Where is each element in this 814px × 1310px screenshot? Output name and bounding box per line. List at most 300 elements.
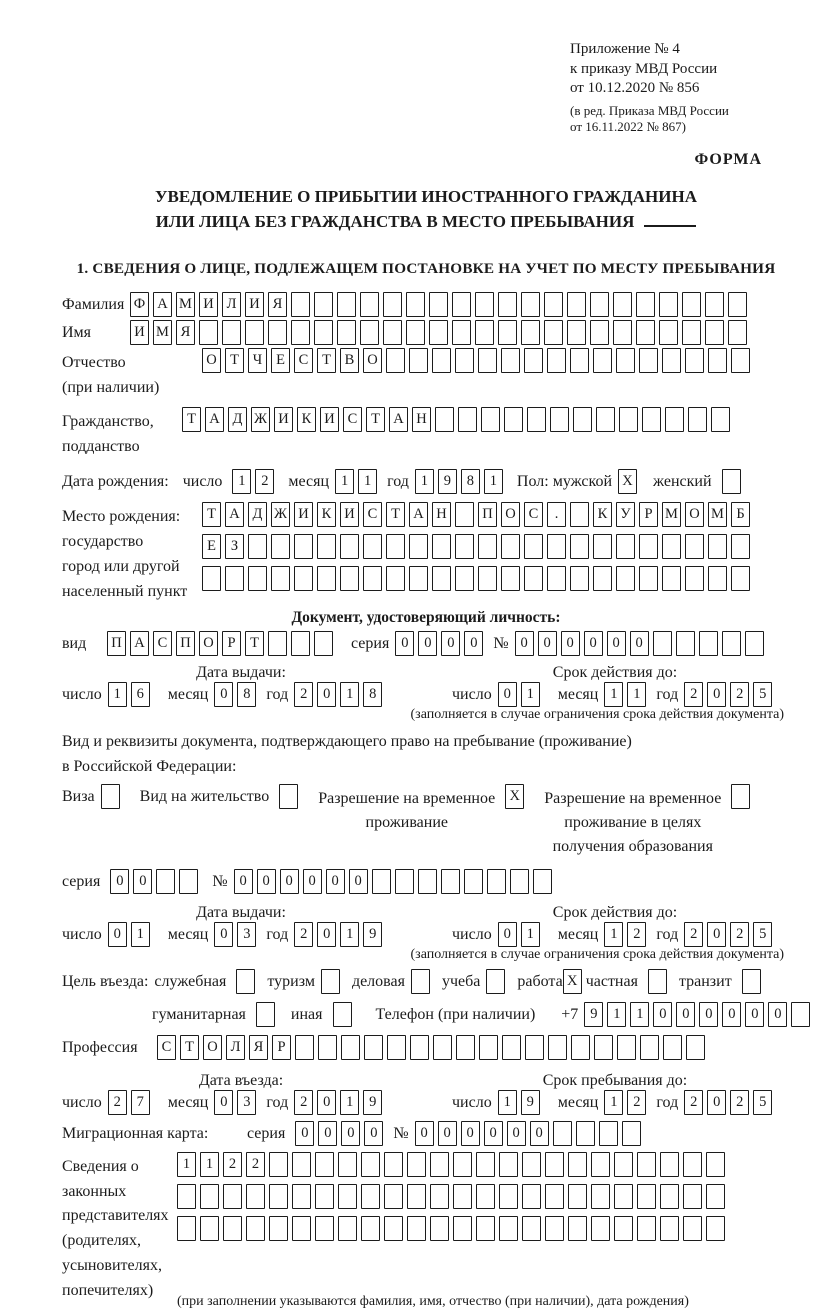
- char-box: [333, 1002, 352, 1027]
- char-box: [452, 320, 471, 345]
- char-box: [156, 869, 175, 894]
- birth-month-boxes: [335, 469, 381, 494]
- char-box: [706, 1216, 725, 1241]
- char-box: [476, 1216, 495, 1241]
- char-box: [683, 1152, 702, 1177]
- firstname-boxes: [130, 320, 751, 345]
- char-box: [705, 292, 724, 317]
- identity-doc-heading: Документ, удостоверяющий личность:: [291, 608, 561, 626]
- char-box: [292, 1184, 311, 1209]
- char-box: [383, 292, 402, 317]
- char-box: С: [153, 631, 172, 656]
- char-box: [340, 566, 359, 591]
- day-label: число: [62, 1093, 102, 1111]
- char-box: 0: [530, 1121, 549, 1146]
- char-box: [455, 534, 474, 559]
- title-underline: [644, 211, 696, 227]
- char-box: [731, 534, 750, 559]
- char-box: С: [294, 348, 313, 373]
- profession-label: Профессия: [62, 1038, 138, 1056]
- char-box: [432, 566, 451, 591]
- char-box: 0: [257, 869, 276, 894]
- char-box: Е: [271, 348, 290, 373]
- month-label: месяц: [557, 685, 599, 703]
- char-box: [660, 1152, 679, 1177]
- char-box: [341, 1035, 360, 1060]
- char-box: [619, 407, 638, 432]
- char-box: [452, 292, 471, 317]
- surname-label: Фамилия: [62, 296, 125, 314]
- char-box: [499, 1216, 518, 1241]
- char-box: Я: [176, 320, 195, 345]
- char-box: [571, 1035, 590, 1060]
- char-box: [521, 320, 540, 345]
- field-birth-date: [62, 469, 790, 494]
- char-box: [590, 320, 609, 345]
- char-box: [478, 566, 497, 591]
- char-box: [411, 969, 430, 994]
- char-box: 2: [730, 922, 749, 947]
- char-box: [314, 631, 333, 656]
- char-box: [596, 407, 615, 432]
- char-box: [246, 1216, 265, 1241]
- char-box: 1: [604, 682, 623, 707]
- char-box: 0: [349, 869, 368, 894]
- sex-female-label: женский: [653, 473, 712, 491]
- char-box: И: [199, 292, 218, 317]
- char-box: [199, 320, 218, 345]
- sex-male-label: Пол: мужской: [516, 473, 612, 491]
- char-box: [653, 631, 672, 656]
- char-box: [360, 320, 379, 345]
- expiry-year-boxes: [684, 922, 776, 947]
- char-box: [685, 534, 704, 559]
- month-label: месяц: [167, 685, 209, 703]
- char-box: И: [340, 502, 359, 527]
- char-box: [731, 784, 750, 809]
- char-box: [476, 1152, 495, 1177]
- day-label: число: [62, 685, 102, 703]
- stay-until-heading: Срок пребывания до:: [542, 1071, 688, 1089]
- char-box: В: [340, 348, 359, 373]
- year-label: год: [656, 925, 679, 943]
- char-box: [364, 1035, 383, 1060]
- year-label: год: [266, 925, 289, 943]
- purpose-option-label: частная: [585, 972, 638, 990]
- char-box: Я: [268, 292, 287, 317]
- char-box: 2: [684, 682, 703, 707]
- birth-place-boxes: [202, 502, 754, 598]
- firstname-label: Имя: [62, 324, 92, 342]
- char-box: 1: [340, 682, 359, 707]
- char-box: [455, 502, 474, 527]
- char-box: А: [205, 407, 224, 432]
- purpose-option-label: учеба: [441, 972, 481, 990]
- char-box: 0: [707, 682, 726, 707]
- char-box: [648, 969, 667, 994]
- day-label: число: [452, 1093, 492, 1111]
- char-box: [179, 869, 198, 894]
- char-box: [722, 631, 741, 656]
- identity-issue-date: [62, 682, 420, 707]
- char-box: 0: [415, 1121, 434, 1146]
- issue-year-boxes: [294, 922, 386, 947]
- issue-year-boxes: [294, 682, 386, 707]
- representatives-note: (при заполнении указываются фамилия, имя, отчество (при наличии), дата рождения): [177, 1293, 689, 1309]
- char-box: И: [320, 407, 339, 432]
- purpose-row: [62, 969, 790, 994]
- char-box: И: [245, 292, 264, 317]
- stay-doc-line1: Вид и реквизиты документа, подтверждающего право на пребывание (проживание): [62, 732, 632, 750]
- purpose-official-checkbox: [236, 969, 259, 994]
- purpose-study-checkbox: [486, 969, 509, 994]
- char-box: 0: [395, 631, 414, 656]
- representatives-row2: [177, 1184, 729, 1209]
- char-box: [522, 1184, 541, 1209]
- field-surname: [62, 292, 790, 317]
- char-box: [682, 320, 701, 345]
- char-box: [547, 534, 566, 559]
- char-box: [593, 534, 612, 559]
- char-box: [386, 534, 405, 559]
- char-box: [686, 1035, 705, 1060]
- char-box: Т: [366, 407, 385, 432]
- char-box: 0: [364, 1121, 383, 1146]
- char-box: С: [524, 502, 543, 527]
- char-box: [639, 534, 658, 559]
- char-box: [593, 566, 612, 591]
- char-box: [222, 320, 241, 345]
- char-box: [245, 320, 264, 345]
- entry-date-headers: [62, 1068, 790, 1090]
- month-label: месяц: [167, 1093, 209, 1111]
- char-box: 0: [484, 1121, 503, 1146]
- char-box: [576, 1121, 595, 1146]
- char-box: 0: [317, 922, 336, 947]
- char-box: З: [225, 534, 244, 559]
- form-label: ФОРМА: [694, 151, 762, 168]
- char-box: [501, 566, 520, 591]
- char-box: 3: [237, 922, 256, 947]
- char-box: [223, 1216, 242, 1241]
- field-citizenship: [62, 407, 790, 460]
- char-box: [524, 534, 543, 559]
- char-box: [409, 348, 428, 373]
- char-box: Т: [182, 407, 201, 432]
- entry-date: [62, 1090, 420, 1115]
- char-box: [663, 1035, 682, 1060]
- char-box: 0: [303, 869, 322, 894]
- char-box: [486, 969, 505, 994]
- char-box: 1: [415, 469, 434, 494]
- char-box: Ж: [251, 407, 270, 432]
- char-box: [593, 348, 612, 373]
- char-box: Л: [222, 292, 241, 317]
- year-label: год: [656, 685, 679, 703]
- char-box: О: [685, 502, 704, 527]
- char-box: 1: [630, 1002, 649, 1027]
- birth-date-label: Дата рождения:: [62, 473, 169, 491]
- char-box: [268, 631, 287, 656]
- char-box: [688, 407, 707, 432]
- issue-date-heading: Дата выдачи:: [196, 903, 286, 921]
- char-box: 0: [341, 1121, 360, 1146]
- char-box: 1: [340, 1090, 359, 1115]
- stay-doc-date-headers: [62, 900, 790, 922]
- char-box: 1: [108, 682, 127, 707]
- char-box: 2: [730, 682, 749, 707]
- char-box: [406, 292, 425, 317]
- sex-female-checkbox: [722, 469, 745, 494]
- char-box: [573, 407, 592, 432]
- char-box: [599, 1121, 618, 1146]
- char-box: [527, 407, 546, 432]
- char-box: [177, 1184, 196, 1209]
- char-box: К: [317, 502, 336, 527]
- char-box: [711, 407, 730, 432]
- char-box: А: [153, 292, 172, 317]
- char-box: [200, 1184, 219, 1209]
- citizenship-boxes: [182, 407, 734, 432]
- char-box: 0: [498, 682, 517, 707]
- char-box: 0: [722, 1002, 741, 1027]
- char-box: [502, 1035, 521, 1060]
- char-box: [294, 534, 313, 559]
- char-box: 8: [363, 682, 382, 707]
- char-box: [722, 469, 741, 494]
- char-box: [683, 1184, 702, 1209]
- char-box: [338, 1216, 357, 1241]
- char-box: [361, 1152, 380, 1177]
- char-box: [662, 534, 681, 559]
- char-box: [708, 348, 727, 373]
- char-box: К: [593, 502, 612, 527]
- char-box: 0: [707, 922, 726, 947]
- char-box: [547, 348, 566, 373]
- char-box: 0: [441, 631, 460, 656]
- char-box: [291, 292, 310, 317]
- char-box: 0: [699, 1002, 718, 1027]
- visa-label: Виза: [62, 787, 95, 805]
- char-box: [409, 566, 428, 591]
- char-box: [591, 1184, 610, 1209]
- char-box: 0: [745, 1002, 764, 1027]
- char-box: [202, 566, 221, 591]
- char-box: [291, 631, 310, 656]
- char-box: [501, 348, 520, 373]
- identity-doc-type-row: [62, 631, 790, 656]
- issue-day-boxes: [108, 682, 154, 707]
- issue-date-heading: Дата выдачи:: [196, 663, 286, 681]
- char-box: 1: [521, 922, 540, 947]
- char-box: [568, 1216, 587, 1241]
- expiry-date-heading: Срок действия до:: [552, 663, 678, 681]
- char-box: [279, 784, 298, 809]
- char-box: [271, 534, 290, 559]
- char-box: 1: [607, 1002, 626, 1027]
- char-box: М: [708, 502, 727, 527]
- annex-line: от 10.12.2020 № 856: [570, 80, 700, 96]
- residence-permit-checkbox: [279, 784, 302, 809]
- char-box: 0: [318, 1121, 337, 1146]
- char-box: [522, 1216, 541, 1241]
- char-box: Т: [202, 502, 221, 527]
- char-box: 2: [684, 1090, 703, 1115]
- char-box: [478, 348, 497, 373]
- char-box: 1: [177, 1152, 196, 1177]
- mc-number-label: №: [393, 1124, 409, 1142]
- purpose-option-label: гуманитарная: [152, 1005, 246, 1023]
- char-box: Т: [225, 348, 244, 373]
- char-box: 9: [521, 1090, 540, 1115]
- char-box: [256, 1002, 275, 1027]
- char-box: 8: [237, 682, 256, 707]
- char-box: [639, 566, 658, 591]
- char-box: [617, 1035, 636, 1060]
- expiry-date-heading: Срок действия до:: [552, 903, 678, 921]
- char-box: [429, 292, 448, 317]
- char-box: А: [409, 502, 428, 527]
- char-box: [338, 1184, 357, 1209]
- purpose-row-2: [62, 1002, 790, 1027]
- patronymic-label: Отчество (при наличии): [62, 354, 160, 397]
- char-box: О: [202, 348, 221, 373]
- char-box: [361, 1184, 380, 1209]
- doc-type-boxes: [107, 631, 337, 656]
- representatives-row: [62, 1152, 790, 1310]
- char-box: 6: [131, 682, 150, 707]
- purpose-business-checkbox: [411, 969, 434, 994]
- char-box: [315, 1184, 334, 1209]
- char-box: [662, 348, 681, 373]
- entry-dates: [62, 1090, 790, 1115]
- amendment-line: (в ред. Приказа МВД России: [570, 102, 729, 118]
- doc-type-label: вид: [62, 634, 87, 652]
- char-box: 0: [768, 1002, 787, 1027]
- char-box: [570, 502, 589, 527]
- char-box: [706, 1152, 725, 1177]
- amendment-reference: [570, 103, 790, 136]
- char-box: 2: [627, 922, 646, 947]
- char-box: С: [157, 1035, 176, 1060]
- char-box: Д: [248, 502, 267, 527]
- birth-year-boxes: [415, 469, 507, 494]
- char-box: [642, 407, 661, 432]
- char-box: [591, 1152, 610, 1177]
- char-box: [248, 566, 267, 591]
- char-box: 5: [753, 1090, 772, 1115]
- char-box: А: [130, 631, 149, 656]
- char-box: [708, 566, 727, 591]
- char-box: [594, 1035, 613, 1060]
- day-label: число: [182, 473, 223, 491]
- char-box: 0: [607, 631, 626, 656]
- char-box: [338, 1152, 357, 1177]
- char-box: О: [199, 631, 218, 656]
- char-box: [521, 292, 540, 317]
- char-box: [590, 292, 609, 317]
- char-box: [269, 1184, 288, 1209]
- char-box: [407, 1216, 426, 1241]
- char-box: [550, 407, 569, 432]
- char-box: [591, 1216, 610, 1241]
- char-box: Т: [245, 631, 264, 656]
- char-box: 0: [295, 1121, 314, 1146]
- char-box: [429, 320, 448, 345]
- char-box: [791, 1002, 810, 1027]
- expiry-note: (заполняется в случае ограничения срока действия документа): [410, 946, 784, 962]
- char-box: [315, 1152, 334, 1177]
- char-box: [568, 1152, 587, 1177]
- char-box: [430, 1184, 449, 1209]
- char-box: М: [176, 292, 195, 317]
- char-box: Я: [249, 1035, 268, 1060]
- char-box: [637, 1216, 656, 1241]
- char-box: [637, 1184, 656, 1209]
- char-box: 8: [461, 469, 480, 494]
- char-box: [499, 1184, 518, 1209]
- char-box: [660, 1184, 679, 1209]
- purpose-label: Цель въезда:: [62, 972, 149, 990]
- char-box: М: [662, 502, 681, 527]
- until-year-boxes: [684, 1090, 776, 1115]
- sex-male-checkbox: [618, 469, 641, 494]
- char-box: 0: [280, 869, 299, 894]
- expiry-day-boxes: [498, 682, 544, 707]
- char-box: 0: [561, 631, 580, 656]
- purpose-option-label: работа: [517, 972, 563, 990]
- char-box: [269, 1216, 288, 1241]
- stay-series-label: серия: [62, 872, 101, 890]
- representatives-boxes: [177, 1152, 729, 1310]
- field-birth-place: [62, 502, 790, 604]
- char-box: [525, 1035, 544, 1060]
- char-box: [455, 566, 474, 591]
- char-box: 9: [584, 1002, 603, 1027]
- char-box: Р: [222, 631, 241, 656]
- char-box: [501, 534, 520, 559]
- char-box: Р: [272, 1035, 291, 1060]
- char-box: [292, 1216, 311, 1241]
- char-box: 1: [604, 922, 623, 947]
- char-box: О: [501, 502, 520, 527]
- birth-place-row2: [202, 534, 754, 559]
- year-label: год: [656, 1093, 679, 1111]
- purpose-private-checkbox: [648, 969, 671, 994]
- mc-series-boxes: [295, 1121, 387, 1146]
- issue-month-boxes: [214, 682, 260, 707]
- char-box: [659, 292, 678, 317]
- birth-place-label: Место рождения: государство город или другой населенный пункт: [62, 508, 188, 600]
- char-box: 9: [363, 922, 382, 947]
- stay-issue-date: [62, 922, 420, 947]
- char-box: [636, 320, 655, 345]
- char-box: [455, 348, 474, 373]
- char-box: 0: [507, 1121, 526, 1146]
- char-box: Л: [226, 1035, 245, 1060]
- char-box: [464, 869, 483, 894]
- char-box: [745, 631, 764, 656]
- month-label: месяц: [557, 1093, 599, 1111]
- char-box: 2: [294, 1090, 313, 1115]
- char-box: [432, 534, 451, 559]
- char-box: П: [478, 502, 497, 527]
- char-box: Ф: [130, 292, 149, 317]
- char-box: [682, 292, 701, 317]
- month-label: месяц: [557, 925, 599, 943]
- char-box: [545, 1184, 564, 1209]
- char-box: Д: [228, 407, 247, 432]
